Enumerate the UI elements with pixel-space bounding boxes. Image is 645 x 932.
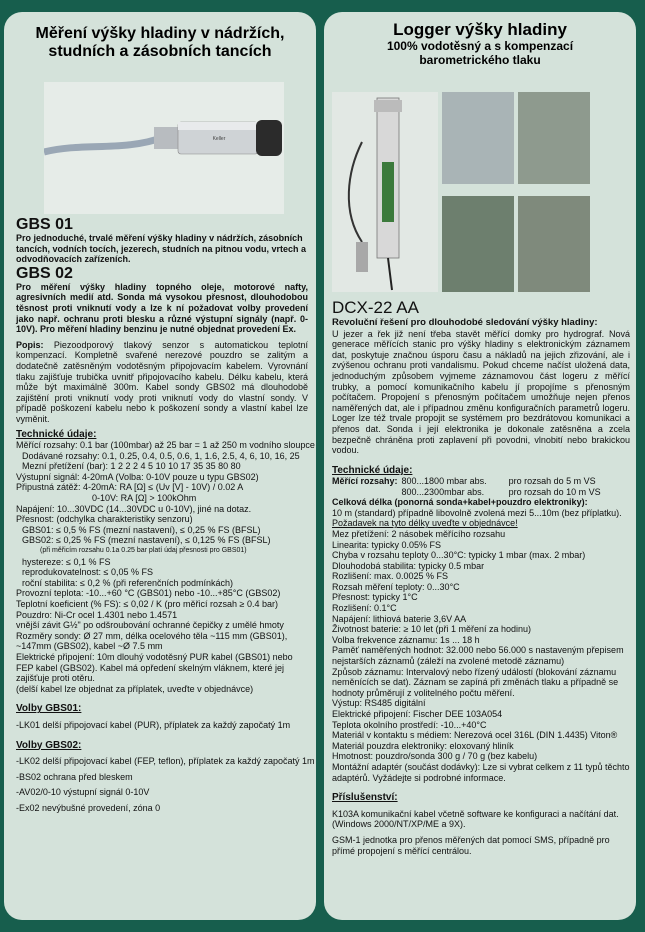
spec-line: Montážní adaptér (součást dodávky): Lze si vybrat celkem z 11 typů těchto adaptérů. Vyžádejte si podrobné informace. (332, 761, 630, 783)
spec-line: Provozní teplota: -10...+60 °C (GBS01) nebo -10...+85°C (GBS02) (16, 588, 281, 599)
option-line: -Ex02 nevýbušné provedení, zóna 0 (16, 802, 161, 813)
spec-line: (delší kabel lze objednat za příplatek, uveďte v objednávce) (16, 683, 254, 694)
option-line: -BS02 ochrana před bleskem (16, 771, 133, 782)
spec-line: Životnost baterie: ≥ 10 let (při 1 měření za hodinu) (332, 624, 532, 635)
installation-photo-3 (442, 196, 514, 292)
svg-text:Keller: Keller (212, 136, 226, 142)
dcx-description (332, 298, 630, 856)
left-tech-heading: Technické údaje: (16, 428, 97, 440)
spec-line: hystereze: ≤ 0,1 % FS (22, 556, 111, 567)
spec-line: Chyba v rozsahu teploty 0...30°C: typicky 1 mbar (max. 2 mbar) (332, 550, 586, 561)
spec-line: Teplotní koeficient (% FS): ≤ 0,02 / K (pro měřicí rozsah ≥ 0.4 bar) (16, 599, 278, 609)
option-line: -LK01 delší připojovací kabel (PUR), příplatek za každý započatý 1m (16, 719, 291, 730)
spec-line: vnější závit G½" po odšroubování ochranné čepičky z umělé hmoty (16, 620, 284, 631)
installation-photo-1 (442, 92, 514, 184)
spec-line: Připustná zátěž: 4-20mA: RA [Ω] ≤ (Uv [V] - 10V) / 0.02 A (16, 482, 244, 493)
spec-line: Rozlišení: 0.1°C (332, 603, 397, 614)
spec-line: Mezní přetížení (bar): 1 2 2 2 4 5 10 10 17 35 35 80 80 (22, 461, 241, 472)
spec-line: Přesnost: (odchylka charakteristiky senzoru) (16, 514, 193, 525)
volby-gbs01-heading: Volby GBS01: (16, 703, 82, 715)
spec-line: Dodávané rozsahy: 0.1, 0.25, 0.4, 0.5, 0.6, 1, 1.6, 2.5, 4, 6, 10, 16, 25 (22, 450, 300, 461)
spec-line: 10 m (standard) případně libovolně zvolená mezi 5...10m (bez příplatku). (332, 507, 622, 518)
spec-line: Materiál pouzdra elektroniky: eloxovaný hliník (332, 740, 514, 751)
spec-line: 0-10V: RA [Ω] > 100kOhm (92, 493, 197, 504)
spec-line: Volba frekvence záznamu: 1s ... 18 h (332, 634, 480, 645)
volby-gbs02-heading: Volby GBS02: (16, 739, 82, 751)
spec-line: Celková délka (ponorná sonda+kabel+pouzdro elektroniky): (332, 497, 588, 508)
accessory-line: GSM-1 jednotka pro přenos měřených dat pomocí SMS, případně pro přímé propojení s měřící centrálou. (332, 834, 610, 856)
installation-photo-2 (518, 92, 590, 184)
spec-line: Napájení: lithiová baterie 3,6V AA (332, 613, 467, 624)
spec-line: Mez přetížení: 2 násobek měřícího rozsahu (332, 528, 506, 539)
dcx-intro: Revoluční řešení pro dlouhodobé sledování výšky hladiny: (332, 317, 598, 328)
spec-line: (při měřicím rozsahu 0.1a 0.25 bar platí údaj přesnosti pro GBS01) (40, 547, 247, 555)
right-tech-heading: Technické údaje: (332, 464, 413, 476)
spec-line: Hmotnost: pouzdro/sonda 300 g / 70 g (bez kabelu) (332, 751, 538, 762)
gbs01-text: Pro jednoduché, trvalé měření výšky hladiny v nádržích, zásobních tancích, vodních tocích, jezerech, studních na pitnou vodu, vrtech a odvodňovacích zařízeních. (16, 233, 307, 265)
spec-line: Materiál v kontaktu s médiem: Nerezová ocel 316L (DIN 1.4435) Viton® (332, 730, 618, 741)
right-panel (324, 12, 636, 920)
gbs-descriptions (16, 216, 315, 814)
option-line: -AV02/0-10 výstupní signál 0-10V (16, 787, 150, 798)
left-title: Měření výšky hladiny v nádržích, studních a zásobních tancích (35, 25, 285, 60)
spec-line: Elektrické připojení: Fischer DEE 103A054 (332, 709, 503, 719)
accessory-line: K103A komunikační kabel včetně software ke konfiguraci a načítání dat. (Windows 2000/NT/XP/ME a 9X). (332, 808, 619, 830)
spec-line: reprodukovatelnost: ≤ 0,05 % FS (22, 567, 154, 578)
dcx-heading: DCX-22 AA (332, 298, 419, 317)
sensor-probe-photo (44, 82, 284, 214)
option-line: -LK02 delší připojovací kabel (FEP, teflon), příplatek za každý započatý 1m (16, 756, 315, 767)
range-table: Měřící rozsahy: 800...1800 mbar abs. pro rozsah do 5 m VS 800...2300mbar abs. pro rozsah do 10 m VS (332, 476, 601, 497)
accessories-heading: Příslušenství: (332, 792, 398, 804)
spec-line: Dlouhodobá stabilita: typicky 0.5 mbar (332, 560, 485, 571)
spec-line: Rozlišení: max. 0.0025 % FS (332, 571, 449, 582)
spec-line: roční stabilita: ≤ 0,2 % (při referenčních podmínkách) (22, 577, 234, 588)
spec-line: GBS01: ≤ 0,5 % FS (mezní nastavení), ≤ 0,25 % FS (BFSL) (22, 524, 261, 535)
spec-line: Výstupní signál: 4-20mA (Volba: 0-10V pouze u typu GBS02) (16, 471, 259, 482)
dcx-intro-text: U jezer a řek již není třeba stavět měřící domky pro hydrograf. Nová generace měřících stanic pro výšky hladiny s elektronickým záznamem dat, poskytuje značnou úsporu času a nákladů na jejich zřizování, ale i zvýšenou ochranu proti vandalismu. Pokud chceme načíst uložená data, jednoduchým způsobem vyjmeme záznamovou část logeru z měřící trubky, a pomocí komunikačního kabelu jí propojíme s přenosným počítačem. Propojení s přenosným počítačem umožňuje nejen přenos naměřených dat, ale i případnou změnu konfiguračních parametrů logeru. Loger lze též trvale propojit se systémem pro bezdrátovou komunikaci a přenos dat. Sonda i její elektronika je dokonale zatěsněna a zcela bezpečně chráněna proti zaplavení při povodni, vlnobití nebo brakickou vodou. (332, 328, 630, 456)
popis-paragraph: Popis: Piezoodporový tlakový senzor s automatickou teplotní kompenzací. Kompletně svařené nerezové pouzdro se zalitým a dodatečně zatěsněným vodotěsným připojovacím kabelem. Vyrovnání tlaku zajišťuje trubička uvnitř připojovacího kabelu. Délku kabelu, která může být maximálně 300m. Kabel sondy GBS02 má dlouhodobě zajištění proti vniknutí vody proti vniknutí vody do vlastní sondy. V případě poškození kabelu nebo k poškození sondy a vlastní kabel lze vyměnit. (16, 339, 308, 424)
spec-line: Měřící rozsahy: 0.1 bar (100mbar) až 25 bar = 1 až 250 m vodního sloupce (16, 440, 315, 451)
spec-line: Rozsah měření teploty: 0...30°C (332, 581, 460, 592)
left-panel (4, 12, 316, 920)
right-title: Logger výšky hladiny 100% vodotěsný a s kompenzací barometrického tlaku (386, 20, 574, 67)
spec-line: Pouzdro: Ni-Cr ocel 1.4301 nebo 1.4571 (16, 609, 178, 620)
gbs02-text: Pro měření výšky hladiny topného oleje, motorové nafty, agresivních medií atd. Sonda má vysokou přesnost, dlouhodobou těsnost proti vniknutí vody a lze k ní požadovat volby provedení jako např. ochranu proti blesku a různé výstupní signály (např. 0-10V). Pro měření hladiny benzinu je nutné objednat provedení Ex. (16, 281, 308, 335)
logger-photo (332, 92, 438, 292)
spec-line: Linearita: typicky 0.05% FS (332, 539, 442, 550)
spec-line: Paměť naměřených hodnot: 32.000 nebo 56.000 s nastaveným přepisem nejstarších záznamů (záleží na zvolené metodě záznamu) (332, 645, 624, 667)
spec-line: Přesnost: typicky 1°C (332, 592, 418, 603)
gbs02-heading: GBS 02 (16, 264, 73, 282)
spec-line: Napájení: 10...30VDC (14...30VDC u 0-10V), jiné na dotaz. (16, 503, 252, 514)
spec-line: Teplota okolního prostředí: -10...+40°C (332, 719, 487, 730)
spec-line: Elektrické připojení: 10m dlouhý vodotěsný PUR kabel (GBS01) nebo FEP kabel (GBS02). Kabel má opředení skelným vláknem, které jej zajišťuje proti otěru. (16, 651, 293, 684)
spec-line: GBS02: ≤ 0,25 % FS (mezní nastavení), ≤ 0,125 % FS (BFSL) (22, 535, 271, 546)
spec-line: Způsob záznamu: Intervalový nebo řízený událostí (blokování záznamu neměnících se dat). Záznam se zapíná při změnách tlaku a případně se hodnoty průměrují z volitelného počtu měření. (332, 666, 619, 698)
spec-line: Výstup: RS485 digitální (332, 698, 426, 709)
spec-line: Požadavek na tyto délky uveďte v objednávce! (332, 518, 518, 529)
gbs01-heading: GBS 01 (16, 216, 73, 233)
installation-photo-4 (518, 196, 590, 292)
spec-line: Rozměry sondy: Ø 27 mm, délka ocelového těla ~115 mm (GBS01), ~147mm (GBS02), kabel ~Ø 7.5 mm (16, 630, 288, 652)
